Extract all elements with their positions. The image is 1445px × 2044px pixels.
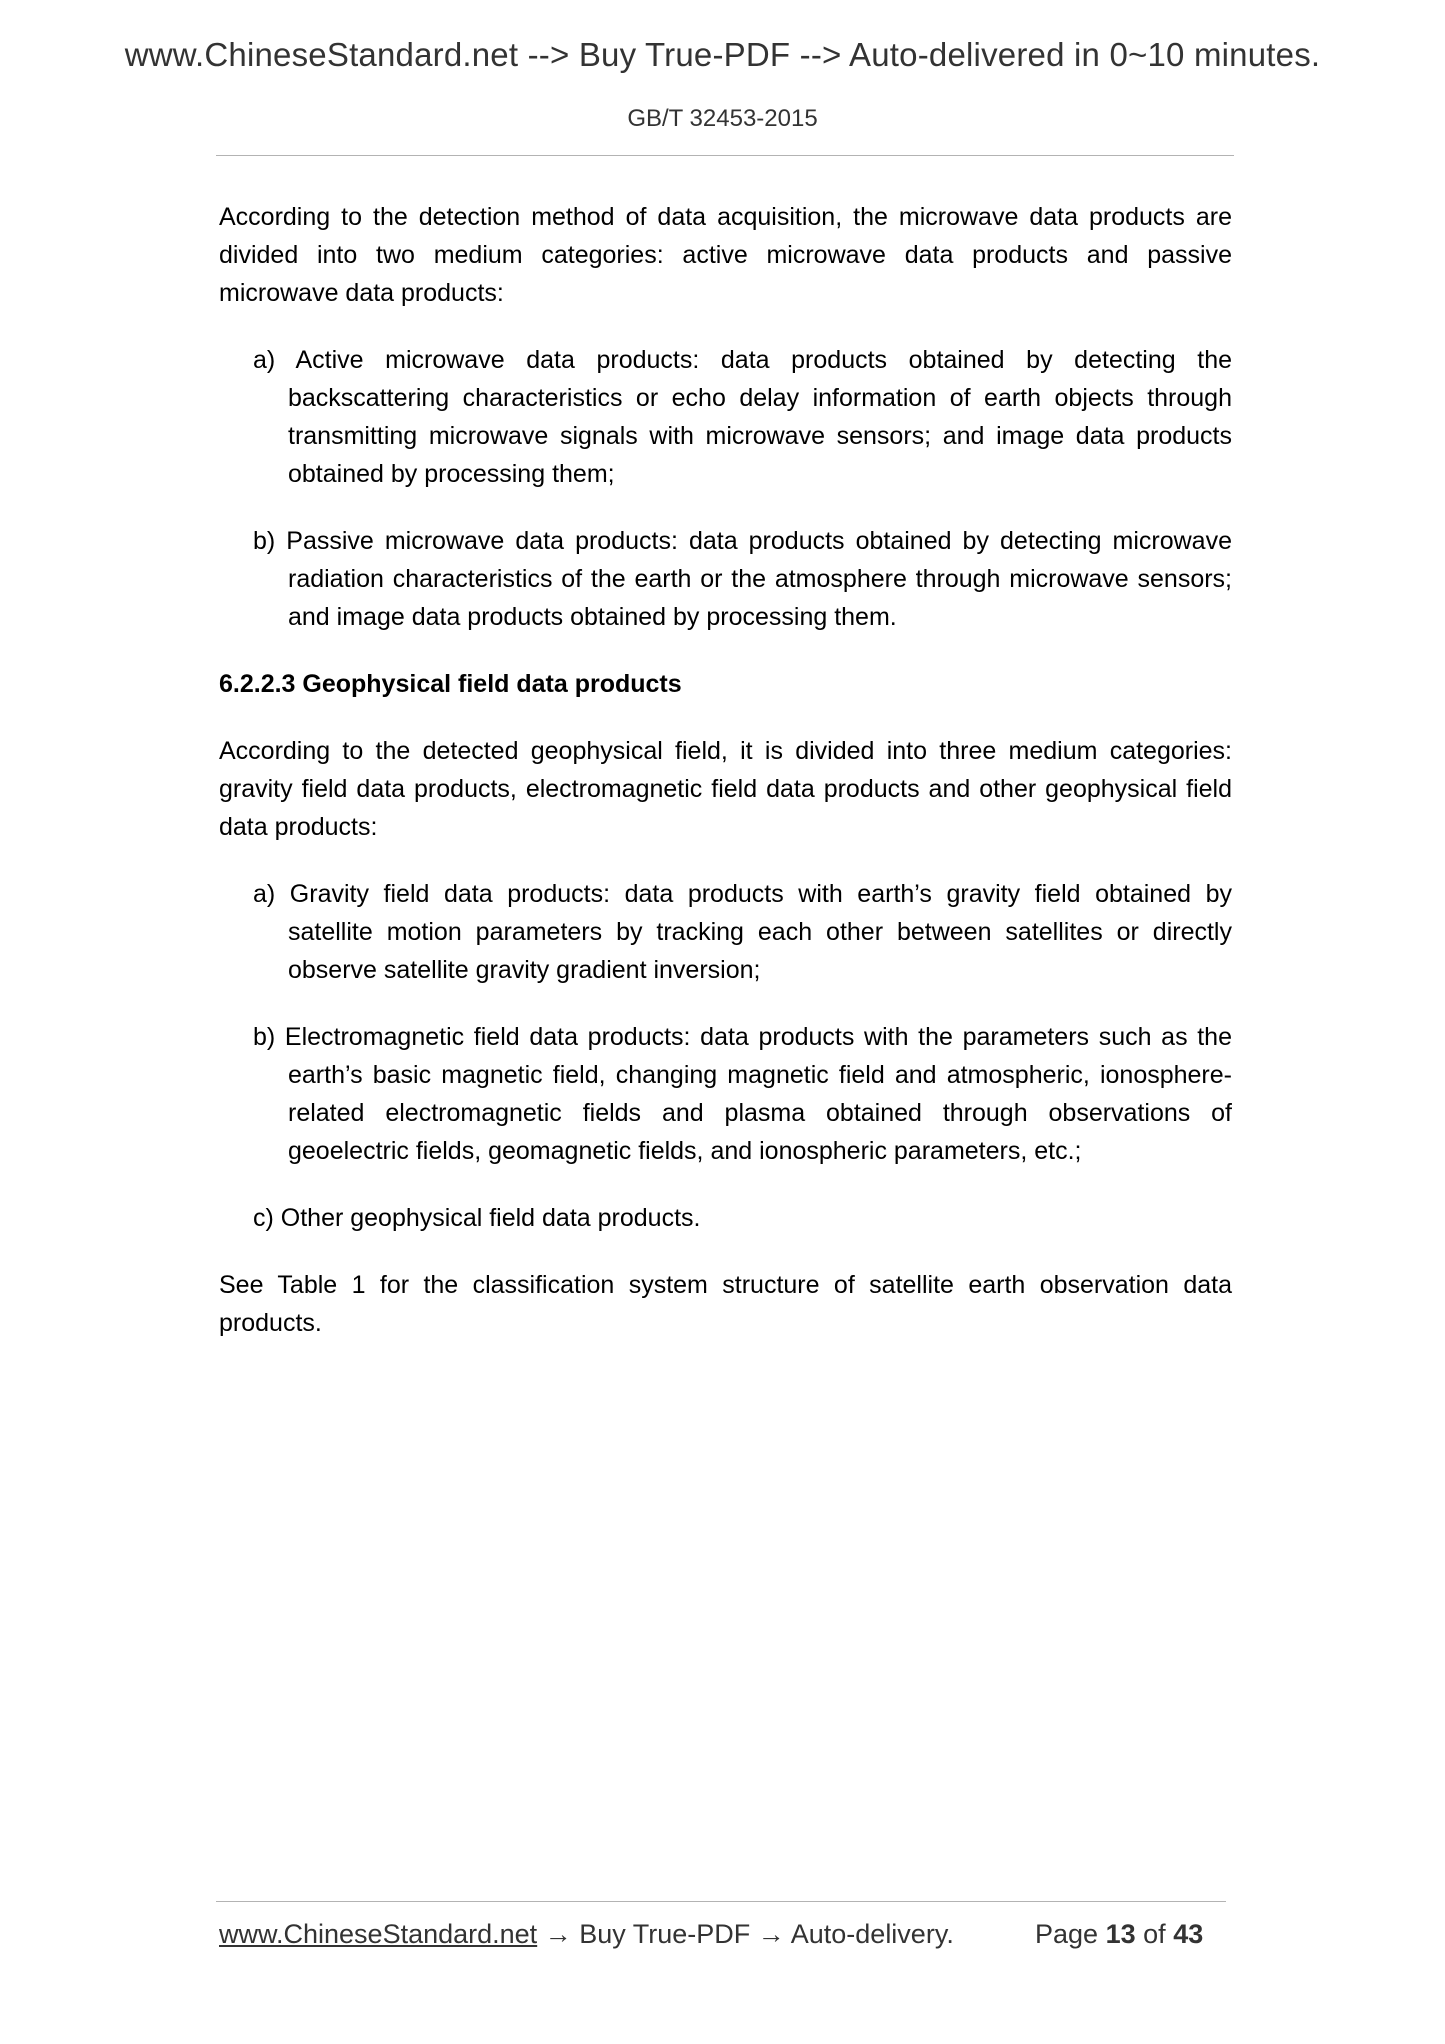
section-heading: 6.2.2.3 Geophysical field data products — [219, 670, 682, 698]
list-item-gravity-field: a) Gravity field data products: data products with earth’s gravity field obtained by satellite motion parameters by tracking each other between satellites or directly observe satellite gravity gradient inversion; — [253, 880, 1232, 984]
standard-code: GB/T 32453-2015 — [627, 105, 818, 132]
footer-left — [219, 1919, 954, 1950]
list-item-electromagnetic-field: b) Electromagnetic field data products: data products with the parameters such as the earth’s basic magnetic field, changing magnetic field and atmospheric, ionosphere-related electromagnetic fields and plasma obtained through observations of geoelectric fields, geomagnetic fields, and ionospheric parameters, etc.; — [253, 1023, 1232, 1165]
paragraph-closing: See Table 1 for the classification system structure of satellite earth observation data products. — [219, 1271, 1232, 1337]
header-divider — [216, 155, 1234, 156]
footer-tagline: → Buy True-PDF → Auto-delivery. — [537, 1919, 954, 1949]
footer-divider — [216, 1901, 1226, 1902]
page-label: Page — [1035, 1919, 1099, 1949]
document-body — [219, 198, 1232, 1371]
list-item-other-geophysical: c) Other geophysical field data products. — [253, 1204, 701, 1232]
footer-site-link[interactable]: www.ChineseStandard.net — [219, 1919, 538, 1949]
list-item-active-microwave: a) Active microwave data products: data products obtained by detecting the backscattering characteristics or echo delay information of earth objects through transmitting microwave signals with microwave sensors; and image data products obtained by processing them; — [253, 346, 1232, 488]
page-number: 13 — [1105, 1919, 1136, 1949]
paragraph-geophysical-intro: According to the detected geophysical field, it is divided into three medium categories: gravity field data products, electromagnetic field data products and other geophysical field data products: — [219, 737, 1232, 841]
of-label: of — [1143, 1919, 1166, 1949]
list-item-passive-microwave: b) Passive microwave data products: data products obtained by detecting microwave radiation characteristics of the earth or the atmosphere through microwave sensors; and image data products obtained by processing them. — [253, 527, 1232, 631]
page-indicator — [1035, 1919, 1203, 1950]
total-pages: 43 — [1173, 1919, 1204, 1949]
paragraph-microwave-intro: According to the detection method of data acquisition, the microwave data products are divided into two medium categories: active microwave data products and passive microwave data products: — [219, 203, 1232, 307]
header-banner: www.ChineseStandard.net --> Buy True-PDF --> Auto-delivered in 0~10 minutes. — [124, 36, 1321, 73]
